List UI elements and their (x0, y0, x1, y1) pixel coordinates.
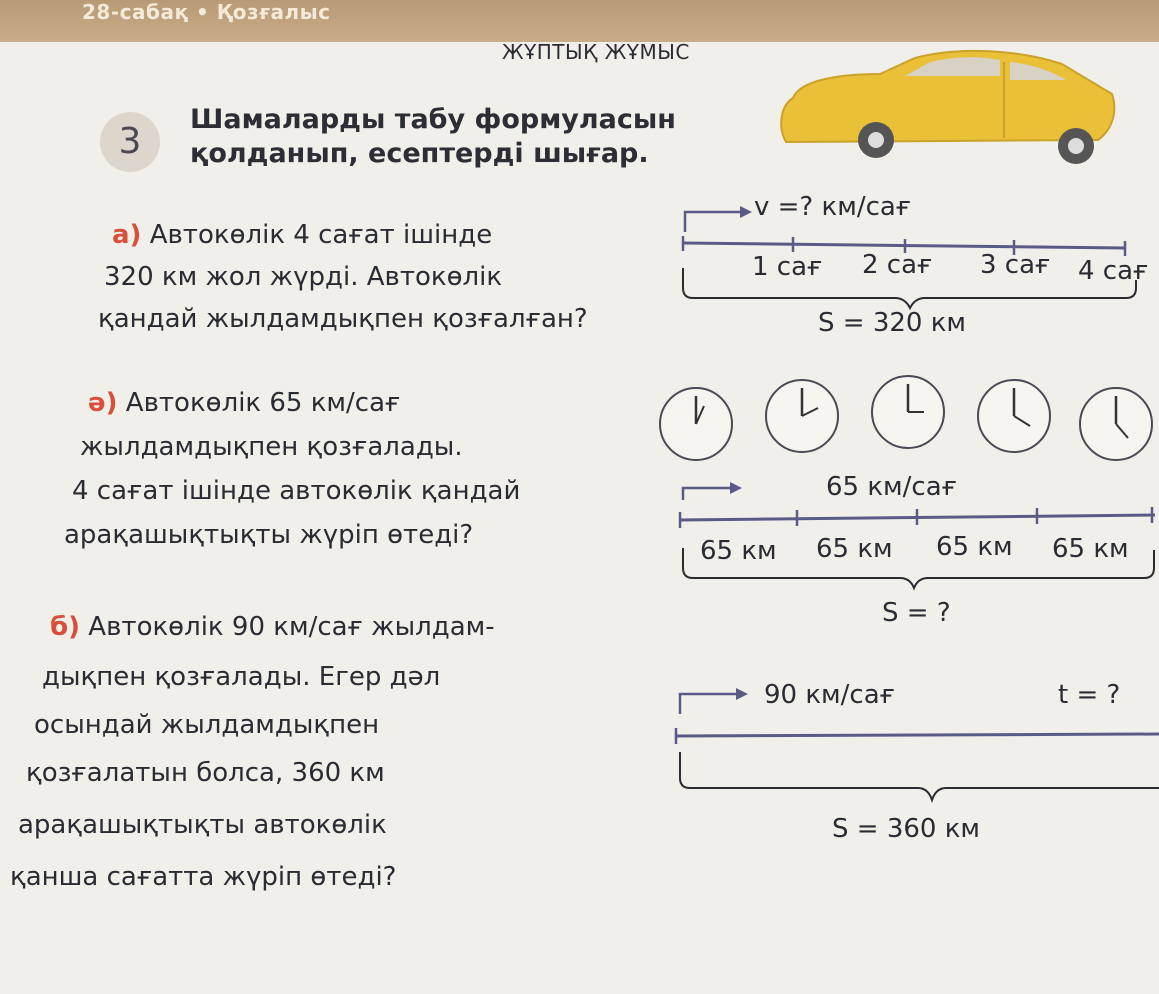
problem-b-line3: осындай жылдамдықпен (34, 710, 380, 740)
problem-ae-label: ә) (88, 388, 118, 418)
problem-a-hour-2: 2 сағ (862, 250, 933, 280)
lesson-title: 28-сабақ • Қозғалыс (82, 0, 331, 24)
task-title-line2: қолданып, есептерді шығар. (190, 138, 649, 169)
problem-a-line3: қандай жылдамдықпен қозғалған? (98, 304, 588, 334)
problem-a-distance: S = 320 км (818, 308, 967, 338)
problem-b-speed: 90 км/сағ (764, 680, 896, 710)
problem-a-line2: 320 км жол жүрді. Автокөлік (104, 262, 503, 292)
problem-ae-distance: S = ? (882, 598, 951, 628)
problem-ae-line4: арақашықтықты жүріп өтеді? (64, 520, 474, 550)
problem-ae-segment-1: 65 км (700, 536, 777, 566)
problem-a-hour-4: 4 сағ (1078, 256, 1149, 286)
problem-b-line5: арақашықтықты автокөлік (18, 810, 387, 840)
problem-b-line2: дықпен қозғалады. Егер дәл (42, 662, 441, 692)
problem-b-label: б) (50, 612, 81, 642)
problem-b-line6: қанша сағатта жүріп өтеді? (10, 862, 397, 892)
problem-ae-speed: 65 км/сағ (826, 472, 958, 502)
problem-ae-segment-2: 65 км (816, 534, 893, 564)
problem-ae-segment-3: 65 км (936, 532, 1013, 562)
pair-work-label: ЖҰПТЫҚ ЖҰМЫС (502, 40, 690, 64)
problem-b-time: t = ? (1058, 680, 1121, 710)
problem-a-line1: а) Автокөлік 4 сағат ішінде (112, 220, 493, 250)
problem-ae-line2: жылдамдықпен қозғалады. (80, 432, 463, 462)
problem-a-speed: v =? км/сағ (754, 192, 912, 222)
problem-a-hour-1: 1 сағ (752, 252, 823, 282)
task-title-line1: Шамаларды табу формуласын (190, 104, 676, 135)
problem-b-line1: б) Автокөлік 90 км/сағ жылдам- (50, 612, 495, 642)
problem-a-label: а) (112, 220, 142, 250)
problem-a-hour-3: 3 сағ (980, 250, 1051, 280)
problem-ae-line1: ә) Автокөлік 65 км/сағ (88, 388, 401, 418)
problem-b-distance: S = 360 км (832, 814, 981, 844)
problem-b-line4: қозғалатын болса, 360 км (26, 758, 385, 788)
problem-ae-segment-4: 65 км (1052, 534, 1129, 564)
task-number: 3 (100, 112, 160, 172)
problem-ae-line3: 4 сағат ішінде автокөлік қандай (72, 476, 521, 506)
